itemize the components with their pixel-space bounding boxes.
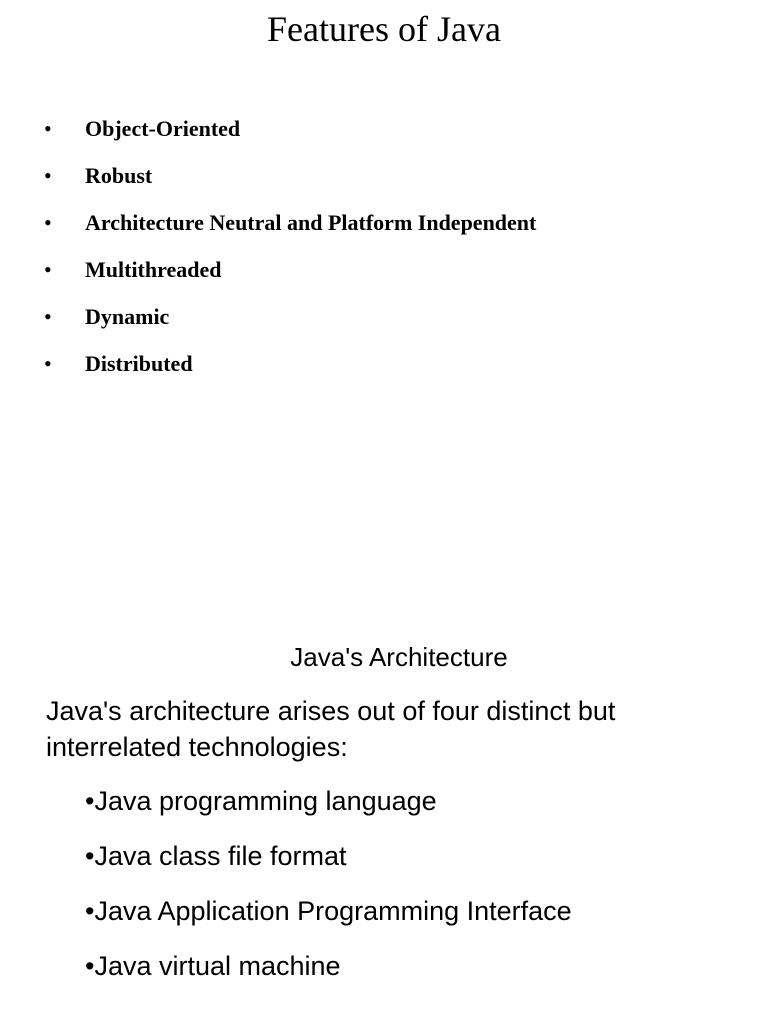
list-item: •Java Application Programming Interface <box>85 896 572 926</box>
list-item: •Java virtual machine <box>85 951 341 981</box>
feature-label: Multithreaded <box>85 257 222 282</box>
bullet-icon: • <box>44 163 52 188</box>
bullet-icon: • <box>44 210 52 235</box>
slide-title-features: Features of Java <box>267 9 501 49</box>
feature-label: Dynamic <box>85 304 170 329</box>
list-item: •Java class file format <box>85 841 347 871</box>
bullet-icon: • <box>44 257 52 282</box>
feature-label: Object-Oriented <box>85 116 241 141</box>
technologies-list <box>85 783 572 1003</box>
list-item: •Java programming language <box>85 786 437 816</box>
bullet-icon: • <box>44 351 52 376</box>
bullet-icon: • <box>44 116 52 141</box>
slide-title-architecture: Java's Architecture <box>290 642 508 672</box>
bullet-icon: • <box>44 304 52 329</box>
feature-label: Architecture Neutral and Platform Independent <box>85 210 537 235</box>
feature-label: Distributed <box>85 351 193 376</box>
feature-label: Robust <box>85 163 153 188</box>
intro-paragraph: Java's architecture arises out of four distinct but interrelated technologies: <box>46 696 616 762</box>
